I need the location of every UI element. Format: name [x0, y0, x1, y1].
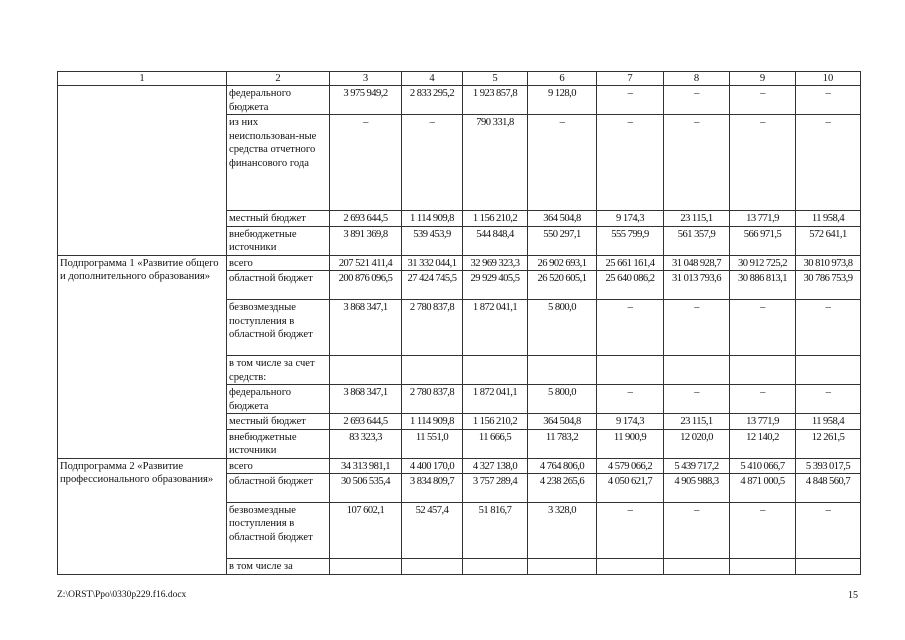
- funding-source-cell: внебюджетные источники: [227, 429, 330, 458]
- value-cell: 26 902 693,1: [528, 255, 597, 270]
- value-cell: [796, 559, 861, 575]
- value-cell: 207 521 411,4: [330, 255, 402, 270]
- funding-source-cell: местный бюджет: [227, 211, 330, 226]
- funding-source-cell: областной бюджет: [227, 474, 330, 503]
- column-header: 7: [597, 72, 664, 86]
- value-cell: 9 174,3: [597, 414, 664, 429]
- funding-source-cell: областной бюджет: [227, 271, 330, 300]
- value-cell: 52 457,4: [402, 503, 463, 559]
- value-cell: –: [796, 86, 861, 115]
- value-cell: –: [597, 503, 664, 559]
- value-cell: –: [664, 115, 730, 211]
- column-header: 1: [58, 72, 227, 86]
- value-cell: 790 331,8: [463, 115, 528, 211]
- value-cell: 9 174,3: [597, 211, 664, 226]
- value-cell: 12 020,0: [664, 429, 730, 458]
- value-cell: 1 114 909,8: [402, 414, 463, 429]
- value-cell: 364 504,8: [528, 414, 597, 429]
- value-cell: 25 661 161,4: [597, 255, 664, 270]
- value-cell: [597, 559, 664, 575]
- value-cell: 31 048 928,7: [664, 255, 730, 270]
- value-cell: 27 424 745,5: [402, 271, 463, 300]
- budget-table: [57, 71, 861, 575]
- value-cell: –: [664, 385, 730, 414]
- value-cell: 11 551,0: [402, 429, 463, 458]
- value-cell: 1 114 909,8: [402, 211, 463, 226]
- value-cell: 4 848 560,7: [796, 474, 861, 503]
- value-cell: 23 115,1: [664, 414, 730, 429]
- value-cell: 5 800,0: [528, 300, 597, 356]
- value-cell: 4 871 000,5: [730, 474, 796, 503]
- value-cell: 561 357,9: [664, 226, 730, 255]
- value-cell: 1 156 210,2: [463, 414, 528, 429]
- value-cell: 4 238 265,6: [528, 474, 597, 503]
- funding-source-cell: внебюджетные источники: [227, 226, 330, 255]
- value-cell: 31 332 044,1: [402, 255, 463, 270]
- value-cell: 11 666,5: [463, 429, 528, 458]
- value-cell: 5 410 066,7: [730, 458, 796, 473]
- value-cell: 1 872 041,1: [463, 300, 528, 356]
- column-header: 10: [796, 72, 861, 86]
- value-cell: –: [597, 86, 664, 115]
- value-cell: 107 602,1: [330, 503, 402, 559]
- funding-source-cell: безвозмездные поступления в областной бюджет: [227, 503, 330, 559]
- value-cell: 34 313 981,1: [330, 458, 402, 473]
- value-cell: 5 800,0: [528, 385, 597, 414]
- value-cell: –: [796, 115, 861, 211]
- value-cell: 5 439 717,2: [664, 458, 730, 473]
- column-header: 6: [528, 72, 597, 86]
- value-cell: –: [528, 115, 597, 211]
- value-cell: [463, 356, 528, 385]
- value-cell: –: [402, 115, 463, 211]
- table-row: [58, 255, 861, 270]
- value-cell: [730, 559, 796, 575]
- value-cell: 555 799,9: [597, 226, 664, 255]
- column-header: 9: [730, 72, 796, 86]
- value-cell: 83 323,3: [330, 429, 402, 458]
- value-cell: 11 958,4: [796, 414, 861, 429]
- value-cell: [402, 559, 463, 575]
- value-cell: –: [796, 385, 861, 414]
- value-cell: –: [796, 300, 861, 356]
- value-cell: –: [730, 86, 796, 115]
- value-cell: [528, 559, 597, 575]
- value-cell: 550 297,1: [528, 226, 597, 255]
- value-cell: 4 905 988,3: [664, 474, 730, 503]
- value-cell: –: [664, 503, 730, 559]
- value-cell: –: [597, 300, 664, 356]
- funding-source-cell: федерального бюджета: [227, 385, 330, 414]
- funding-source-cell: в том числе за счет средств:: [227, 356, 330, 385]
- value-cell: 13 771,9: [730, 211, 796, 226]
- value-cell: –: [730, 300, 796, 356]
- program-name-cell: [58, 86, 227, 255]
- value-cell: 23 115,1: [664, 211, 730, 226]
- value-cell: 3 757 289,4: [463, 474, 528, 503]
- value-cell: –: [730, 385, 796, 414]
- value-cell: [730, 356, 796, 385]
- value-cell: 29 929 405,5: [463, 271, 528, 300]
- value-cell: 32 969 323,3: [463, 255, 528, 270]
- value-cell: [664, 356, 730, 385]
- value-cell: [664, 559, 730, 575]
- table-row: [58, 458, 861, 473]
- value-cell: –: [597, 115, 664, 211]
- value-cell: [528, 356, 597, 385]
- value-cell: 572 641,1: [796, 226, 861, 255]
- value-cell: –: [597, 385, 664, 414]
- funding-source-cell: всего: [227, 458, 330, 473]
- value-cell: [463, 559, 528, 575]
- value-cell: 25 640 086,2: [597, 271, 664, 300]
- value-cell: 2 833 295,2: [402, 86, 463, 115]
- value-cell: 4 327 138,0: [463, 458, 528, 473]
- document-file-path: Z:\ORST\Ppo\0330p229.f16.docx: [57, 590, 187, 600]
- value-cell: [330, 559, 402, 575]
- funding-source-cell: местный бюджет: [227, 414, 330, 429]
- column-header: 8: [664, 72, 730, 86]
- value-cell: 3 868 347,1: [330, 385, 402, 414]
- value-cell: 3 975 949,2: [330, 86, 402, 115]
- column-header: 5: [463, 72, 528, 86]
- value-cell: 3 834 809,7: [402, 474, 463, 503]
- funding-source-cell: всего: [227, 255, 330, 270]
- value-cell: 13 771,9: [730, 414, 796, 429]
- value-cell: 539 453,9: [402, 226, 463, 255]
- value-cell: 51 816,7: [463, 503, 528, 559]
- funding-source-cell: федерального бюджета: [227, 86, 330, 115]
- value-cell: 11 900,9: [597, 429, 664, 458]
- value-cell: 12 140,2: [730, 429, 796, 458]
- table-row: [58, 86, 861, 115]
- value-cell: 12 261,5: [796, 429, 861, 458]
- value-cell: 30 506 535,4: [330, 474, 402, 503]
- page-number: 15: [848, 590, 858, 601]
- value-cell: 2 693 644,5: [330, 414, 402, 429]
- value-cell: –: [664, 86, 730, 115]
- column-header: 4: [402, 72, 463, 86]
- value-cell: 544 848,4: [463, 226, 528, 255]
- value-cell: 566 971,5: [730, 226, 796, 255]
- funding-source-cell: из них неиспользован-ные средства отчетного финансового года: [227, 115, 330, 211]
- value-cell: 30 912 725,2: [730, 255, 796, 270]
- funding-source-cell: в том числе за: [227, 559, 330, 575]
- value-cell: [330, 356, 402, 385]
- value-cell: [402, 356, 463, 385]
- value-cell: [597, 356, 664, 385]
- value-cell: 3 891 369,8: [330, 226, 402, 255]
- value-cell: 11 783,2: [528, 429, 597, 458]
- value-cell: 4 764 806,0: [528, 458, 597, 473]
- value-cell: –: [330, 115, 402, 211]
- value-cell: 3 868 347,1: [330, 300, 402, 356]
- value-cell: –: [730, 503, 796, 559]
- value-cell: –: [664, 300, 730, 356]
- value-cell: 4 579 066,2: [597, 458, 664, 473]
- value-cell: 2 780 837,8: [402, 385, 463, 414]
- column-header: 2: [227, 72, 330, 86]
- program-name-cell: Подпрограмма 2 «Развитие профессионального образования»: [58, 458, 227, 574]
- program-name-cell: Подпрограмма 1 «Развитие общего и дополнительного образования»: [58, 255, 227, 458]
- value-cell: 1 156 210,2: [463, 211, 528, 226]
- value-cell: 2 693 644,5: [330, 211, 402, 226]
- value-cell: 200 876 096,5: [330, 271, 402, 300]
- value-cell: 3 328,0: [528, 503, 597, 559]
- value-cell: 5 393 017,5: [796, 458, 861, 473]
- value-cell: 9 128,0: [528, 86, 597, 115]
- value-cell: 4 050 621,7: [597, 474, 664, 503]
- value-cell: –: [730, 115, 796, 211]
- value-cell: 1 923 857,8: [463, 86, 528, 115]
- value-cell: 26 520 605,1: [528, 271, 597, 300]
- value-cell: [796, 356, 861, 385]
- value-cell: 1 872 041,1: [463, 385, 528, 414]
- value-cell: 4 400 170,0: [402, 458, 463, 473]
- value-cell: 30 886 813,1: [730, 271, 796, 300]
- column-header: 3: [330, 72, 402, 86]
- value-cell: 30 786 753,9: [796, 271, 861, 300]
- value-cell: 364 504,8: [528, 211, 597, 226]
- value-cell: 30 810 973,8: [796, 255, 861, 270]
- value-cell: 31 013 793,6: [664, 271, 730, 300]
- value-cell: –: [796, 503, 861, 559]
- value-cell: 2 780 837,8: [402, 300, 463, 356]
- value-cell: 11 958,4: [796, 211, 861, 226]
- table-header-row: [58, 72, 861, 86]
- funding-source-cell: безвозмездные поступления в областной бюджет: [227, 300, 330, 356]
